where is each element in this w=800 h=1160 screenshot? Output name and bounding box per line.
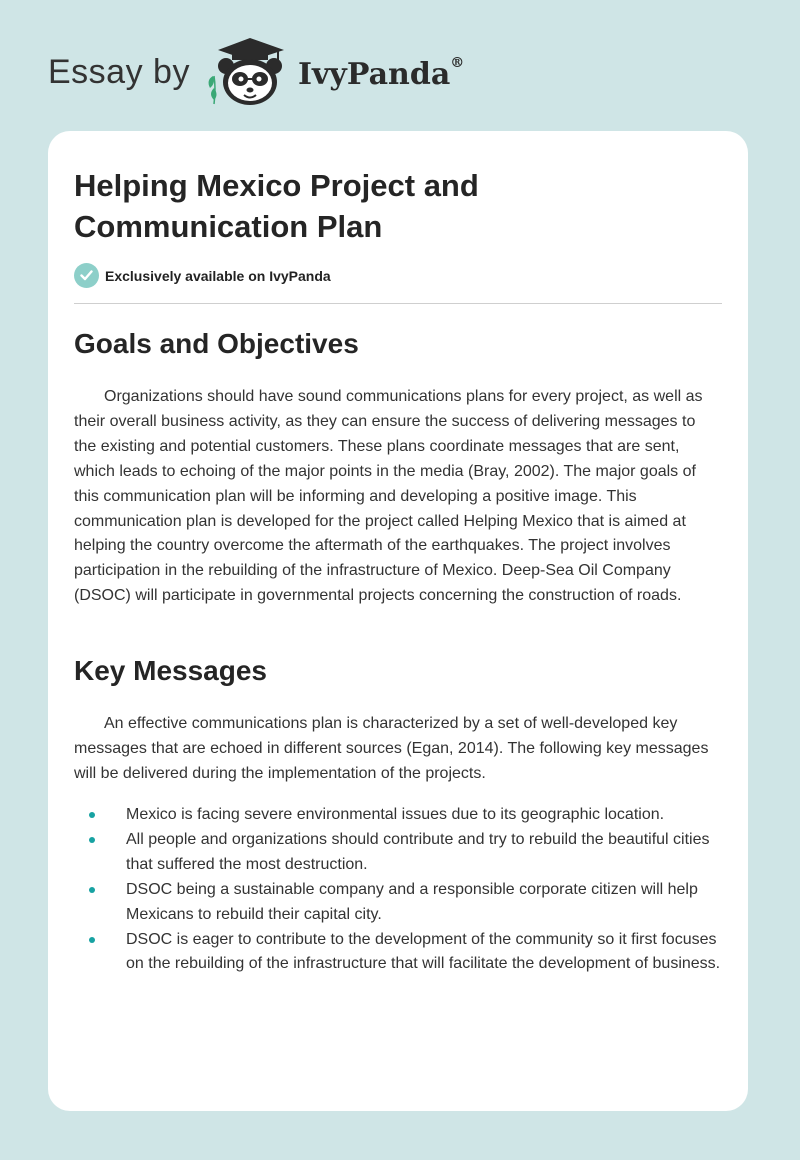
list-item: All people and organizations should contribute and try to rebuild the beautiful cities that suffered the most destruction. xyxy=(74,828,722,878)
section-heading-key-messages: Key Messages xyxy=(74,655,268,686)
brand-name: IvyPanda® xyxy=(297,54,465,92)
bullet-icon xyxy=(89,887,95,893)
bullet-icon xyxy=(89,837,95,843)
exclusive-badge xyxy=(74,263,331,288)
list-item: DSOC being a sustainable company and a responsible corporate citizen will help Mexicans to rebuild their capital city. xyxy=(74,878,722,928)
checkmark-icon xyxy=(74,263,99,288)
bullet-icon xyxy=(89,937,95,943)
essay-by-label: Essay by xyxy=(48,52,190,91)
section-heading-goals: Goals and Objectives xyxy=(74,328,359,359)
bullet-icon xyxy=(89,812,95,818)
badge-text: Exclusively available on IvyPanda xyxy=(105,267,331,284)
panda-mascot-icon xyxy=(204,36,294,108)
section-paragraph-goals: Organizations should have sound communications plans for every project, as well as their overall business activity, as they can ensure the success of delivering messages to the existing and potential customers. These plans coordinate messages that are sent, which leads to echoing of the major points in the media (Bray, 2002). The major goals of this communication plan will be informing and developing a positive image. This communication plan is developed for the project called Helping Mexico that is aimed at helping the country overcome the aftermath of the earthquakes. The project involves participation in the rebuilding of the infrastructure of Mexico. Deep-Sea Oil Company (DSOC) will participate in governmental projects concerning the construction of roads. xyxy=(74,388,703,605)
site-header xyxy=(48,36,464,108)
key-messages-list xyxy=(74,803,722,977)
list-item: DSOC is eager to contribute to the development of the community so it first focuses on the rebuilding of the infrastructure that will facilitate the development of business. xyxy=(74,928,722,978)
section-paragraph-key-messages: An effective communications plan is characterized by a set of well-developed key messages that are echoed in different sources (Egan, 2014). The following key messages will be delivered during the implementation of the projects. xyxy=(74,715,709,782)
ivypanda-logo[interactable] xyxy=(204,36,464,108)
article-card xyxy=(48,131,748,1111)
divider xyxy=(74,303,722,304)
list-item: Mexico is facing severe environmental issues due to its geographic location. xyxy=(74,803,722,828)
article-title: Helping Mexico Project and Communication Plan xyxy=(74,168,479,244)
